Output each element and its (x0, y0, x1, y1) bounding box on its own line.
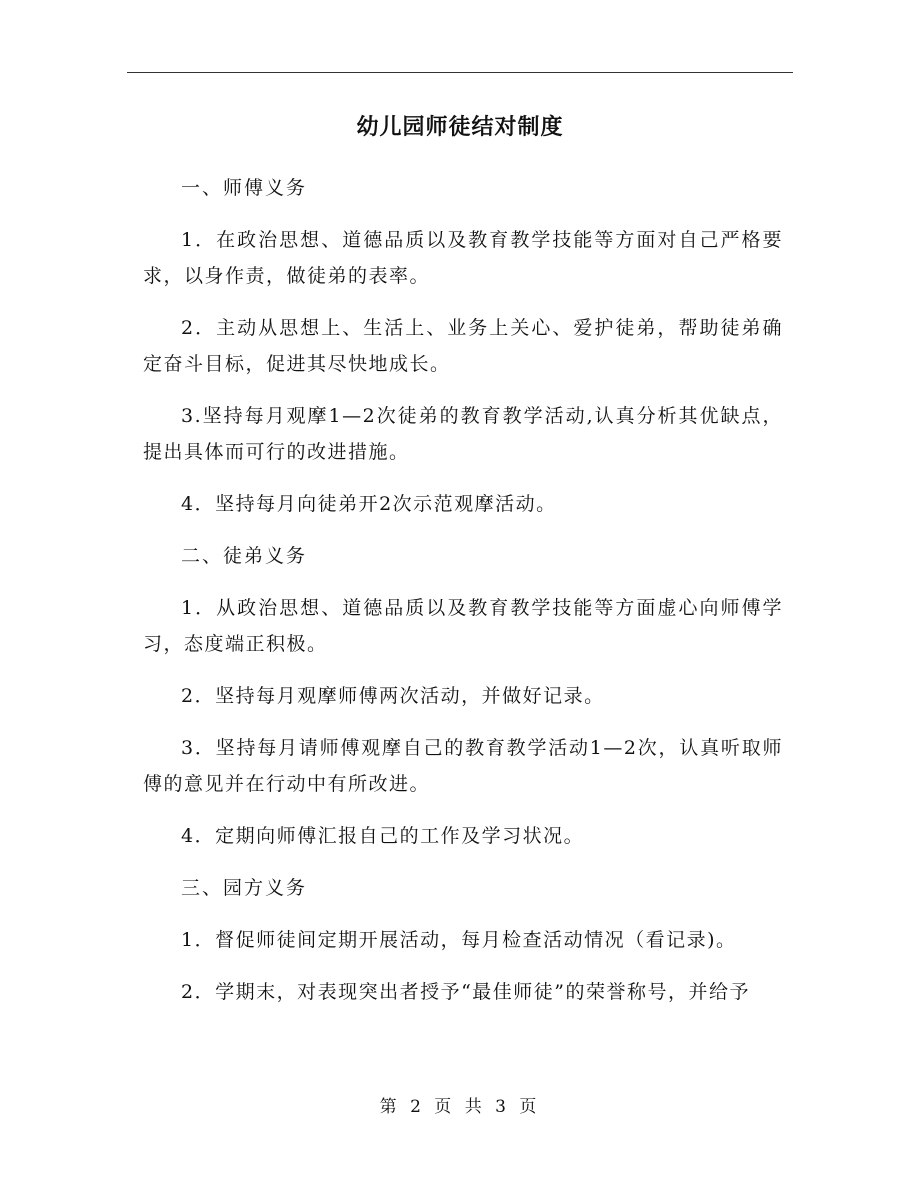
paragraph: 4．坚持每月向徒弟开2次示范观摩活动。 (181, 493, 557, 515)
paragraph: 2．坚持每月观摩师傅两次活动，并做好记录。 (181, 685, 605, 707)
paragraph: 2．学期末，对表现突出者授予“最佳师徒”的荣誉称号，并给予 (181, 981, 751, 1003)
paragraph: 2．主动从思想上、生活上、业务上关心、爱护徒弟，帮助徒弟确定奋斗目标，促进其尽快地成长。 (143, 317, 783, 375)
document-title: 幼儿园师徒结对制度 (356, 114, 564, 140)
paragraph: 3.坚持每月观摩1—2次徒弟的教育教学活动,认真分析其优缺点，提出具体而可行的改进措施。 (143, 405, 783, 463)
section-heading-mentor-duties: 一、师傅义务 (181, 177, 308, 199)
paragraph: 1．督促师徒间定期开展活动，每月检查活动情况（看记录)。 (181, 929, 737, 951)
paragraph: 3．坚持每月请师傅观摩自己的教育教学活动1—2次，认真听取师傅的意见并在行动中有所改进。 (143, 737, 783, 795)
header-rule (127, 72, 793, 73)
section-heading-apprentice-duties: 二、徒弟义务 (181, 545, 308, 567)
paragraph: 1．在政治思想、道德品质以及教育教学技能等方面对自己严格要求，以身作责，做徒弟的表率。 (143, 229, 783, 287)
paragraph: 4．定期向师傅汇报自己的工作及学习状况。 (181, 825, 585, 847)
paragraph: 1．从政治思想、道德品质以及教育教学技能等方面虚心向师傅学习，态度端正积极。 (143, 597, 783, 655)
document-body (143, 170, 783, 1026)
page-number-footer: 第 2 页 共 3 页 (379, 1097, 541, 1117)
section-heading-kindergarten-duties: 三、园方义务 (181, 877, 308, 899)
